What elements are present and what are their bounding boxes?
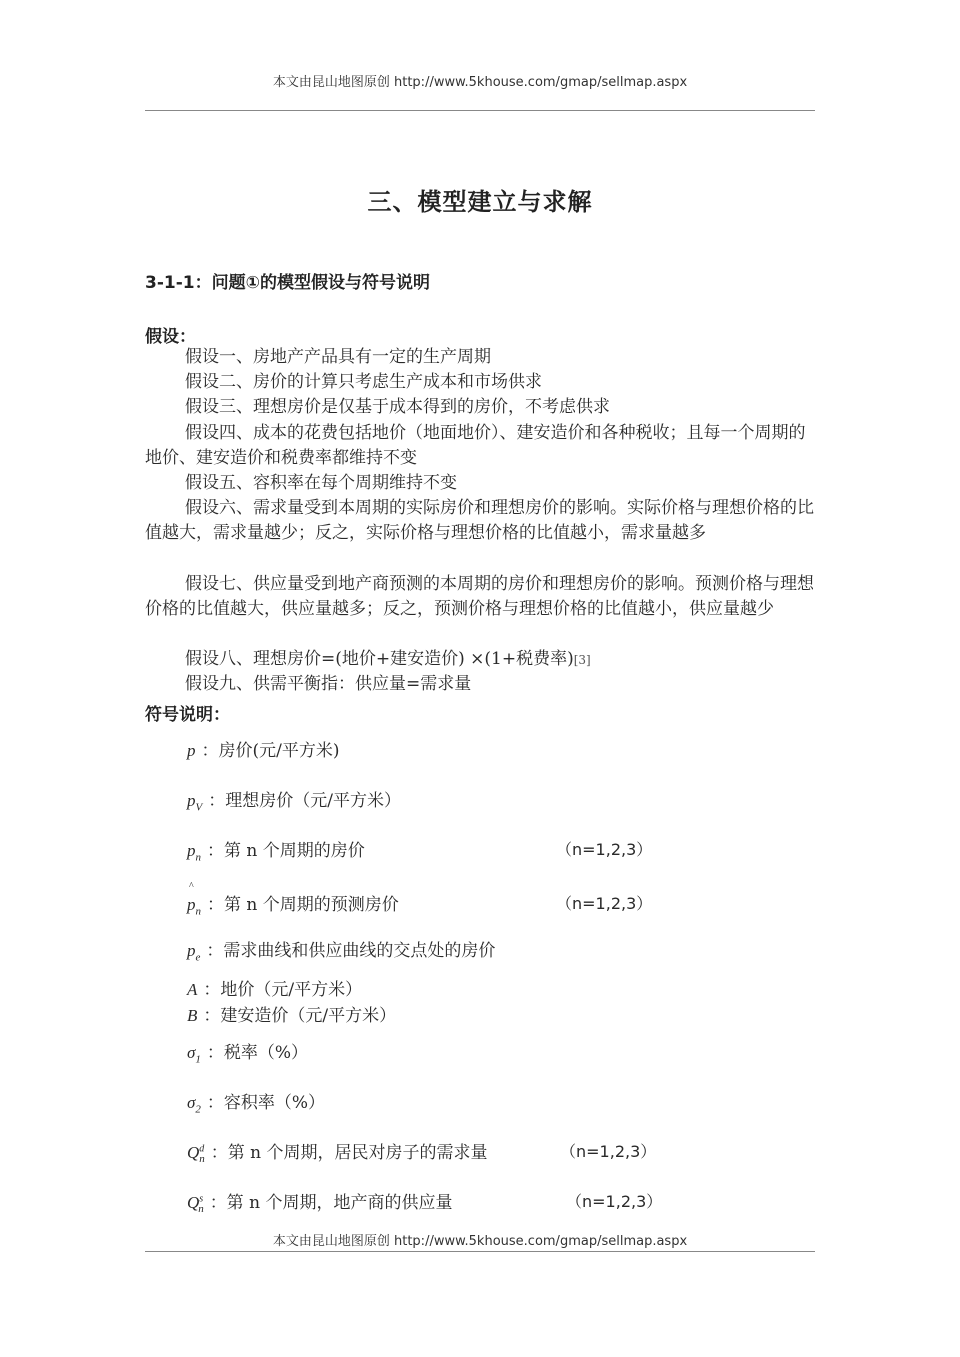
symbols-heading: 符号说明： bbox=[145, 705, 230, 725]
assumption-2: 假设二、房价的计算只考虑生产成本和市场供求 bbox=[185, 372, 542, 392]
symbol-sup: d bbox=[199, 1143, 205, 1155]
symbol-Qs bbox=[187, 1188, 452, 1215]
symbol-sub: e bbox=[195, 951, 201, 964]
symbol-var: B bbox=[187, 1006, 198, 1025]
symbol-sigma1 bbox=[187, 1038, 308, 1065]
header-credit: 本文由昆山地图原创 bbox=[272, 75, 390, 90]
assumption-4: 假设四、成本的花费包括地价（地面地价）、建安造价和各种税收；且每一个周期的地价、建安造价和税费率都维持不变 bbox=[145, 423, 806, 468]
assumption-9: 假设九、供需平衡指：供应量=需求量 bbox=[185, 674, 472, 694]
assumption-6: 假设六、需求量受到本周期的实际房价和理想房价的影响。实际价格与理想价格的比值越大，需求量越少；反之，实际价格与理想价格的比值越小，需求量越多 bbox=[145, 498, 814, 543]
symbol-sup: s bbox=[199, 1193, 204, 1205]
assumption-5: 假设五、容积率在每个周期维持不变 bbox=[185, 473, 457, 493]
symbol-sub: n bbox=[198, 1203, 204, 1216]
symbol-Qd bbox=[187, 1138, 488, 1165]
page-footer bbox=[0, 1230, 960, 1249]
symbol-desc: ：第 n 个周期的房价 bbox=[207, 841, 365, 861]
symbol-range: （n=1,2,3） bbox=[566, 1192, 663, 1211]
symbol-B bbox=[187, 1001, 396, 1026]
symbol-A bbox=[187, 975, 362, 1000]
symbol-sigma2 bbox=[187, 1088, 325, 1115]
symbol-sub: V bbox=[195, 801, 203, 814]
symbol-pn bbox=[187, 836, 365, 863]
symbol-desc: ：地价（元/平方米） bbox=[203, 980, 363, 1000]
section-heading: 3-1-1：问题①的模型假设与符号说明 bbox=[145, 273, 430, 293]
symbol-var: p bbox=[187, 741, 196, 760]
symbol-var: $\sigma_2$ bbox=[187, 1093, 201, 1116]
symbol-desc: ：第 n 个周期，居民对房子的需求量 bbox=[210, 1143, 488, 1163]
symbol-desc: ：建安造价（元/平方米） bbox=[203, 1006, 397, 1026]
symbol-var: $p_V$ bbox=[187, 791, 203, 814]
symbol-var: ^ $p_n$ bbox=[187, 881, 201, 918]
citation: [3] bbox=[573, 653, 591, 667]
assumption-8-text: 假设八、理想房价=(地价+建安造价) ×(1+税费率) bbox=[185, 649, 574, 669]
symbol-p bbox=[187, 736, 340, 761]
symbol-pn-hat bbox=[187, 881, 399, 918]
symbol-desc: ：理想房价（元/平方米） bbox=[208, 791, 401, 811]
header-divider bbox=[145, 110, 815, 111]
symbol-range: （n=1,2,3） bbox=[556, 840, 653, 859]
header-url[interactable]: http://www.5khouse.com/gmap/sellmap.aspx bbox=[394, 75, 688, 90]
symbol-sub: n bbox=[195, 905, 201, 918]
symbol-range: （n=1,2,3） bbox=[560, 1142, 657, 1161]
symbol-var: A bbox=[187, 980, 198, 999]
symbol-sub: 1 bbox=[195, 1053, 201, 1066]
symbol-var: $p_e$ bbox=[187, 941, 201, 964]
footer-url[interactable]: http://www.5khouse.com/gmap/sellmap.aspx bbox=[394, 1234, 688, 1249]
symbol-sub: n bbox=[195, 851, 201, 864]
assumption-1: 假设一、房地产产品具有一定的生产周期 bbox=[185, 347, 491, 367]
symbol-var: $p_n$ bbox=[187, 841, 201, 864]
symbol-hat: ^ bbox=[189, 881, 194, 892]
page-title: 三、模型建立与求解 bbox=[367, 188, 593, 216]
assumption-8 bbox=[145, 647, 591, 673]
symbol-desc: ：房价(元/平方米) bbox=[201, 741, 340, 761]
symbol-var: $Q^d_n$ bbox=[187, 1143, 205, 1166]
footer-credit: 本文由昆山地图原创 bbox=[272, 1234, 390, 1249]
symbol-pe bbox=[187, 936, 495, 963]
symbol-range: （n=1,2,3） bbox=[556, 894, 653, 913]
symbol-desc: ：税率（%） bbox=[206, 1043, 309, 1063]
symbol-desc: ：容积率（%） bbox=[206, 1093, 326, 1113]
symbol-desc: ：需求曲线和供应曲线的交点处的房价 bbox=[206, 941, 496, 961]
symbol-sub: 2 bbox=[195, 1103, 201, 1116]
footer-divider bbox=[145, 1251, 815, 1252]
symbol-desc: ：第 n 个周期，地产商的供应量 bbox=[209, 1193, 453, 1213]
symbol-sub: n bbox=[199, 1153, 205, 1166]
symbol-pv bbox=[187, 786, 401, 813]
assumptions-heading: 假设： bbox=[145, 327, 196, 347]
symbol-var: $\sigma_1$ bbox=[187, 1043, 201, 1066]
assumption-3: 假设三、理想房价是仅基于成本得到的房价，不考虑供求 bbox=[185, 397, 610, 417]
page-header bbox=[0, 71, 960, 90]
assumption-7: 假设七、供应量受到地产商预测的本周期的房价和理想房价的影响。预测价格与理想价格的比值越大，供应量越多；反之，预测价格与理想价格的比值越小，供应量越少 bbox=[145, 574, 814, 619]
symbol-var: $Q^s_n$ bbox=[187, 1193, 204, 1216]
symbol-desc: ：第 n 个周期的预测房价 bbox=[207, 895, 399, 915]
